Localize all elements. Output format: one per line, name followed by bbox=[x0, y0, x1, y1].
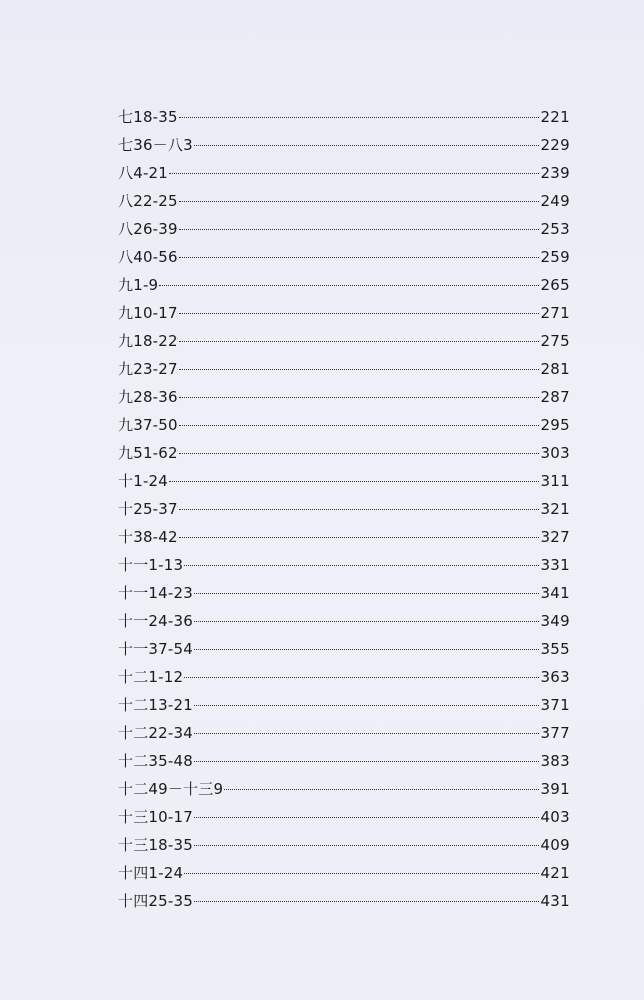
toc-entry[interactable] bbox=[118, 635, 570, 663]
toc-entry-label: 八40-56 bbox=[118, 248, 178, 266]
toc-entry-page-number: 391 bbox=[540, 780, 570, 798]
dot-leader bbox=[184, 565, 539, 566]
toc-entry-page-number: 349 bbox=[540, 612, 570, 630]
dot-leader bbox=[194, 705, 539, 706]
toc-entry-label: 九1-9 bbox=[118, 276, 159, 294]
toc-entry-label: 七18-35 bbox=[118, 108, 178, 126]
toc-entry[interactable] bbox=[118, 215, 570, 243]
toc-entry-label: 九23-27 bbox=[118, 360, 178, 378]
toc-entry-label: 十一1-13 bbox=[118, 556, 184, 574]
toc-entry[interactable] bbox=[118, 243, 570, 271]
toc-entry-label: 十25-37 bbox=[118, 500, 178, 518]
dot-leader bbox=[179, 313, 540, 314]
toc-entry-page-number: 239 bbox=[540, 164, 570, 182]
toc-entry[interactable] bbox=[118, 747, 570, 775]
toc-entry[interactable] bbox=[118, 271, 570, 299]
toc-entry-label: 十二1-12 bbox=[118, 668, 184, 686]
toc-entry-label: 十一24-36 bbox=[118, 612, 193, 630]
toc-entry-page-number: 403 bbox=[540, 808, 570, 826]
toc-entry[interactable] bbox=[118, 439, 570, 467]
toc-entry-page-number: 221 bbox=[540, 108, 570, 126]
toc-entry-page-number: 281 bbox=[540, 360, 570, 378]
toc-entry[interactable] bbox=[118, 803, 570, 831]
toc-entry-label: 十四25-35 bbox=[118, 892, 193, 910]
dot-leader bbox=[184, 677, 539, 678]
toc-entry-page-number: 341 bbox=[540, 584, 570, 602]
toc-entry[interactable] bbox=[118, 579, 570, 607]
toc-entry-label: 九10-17 bbox=[118, 304, 178, 322]
toc-entry[interactable] bbox=[118, 663, 570, 691]
toc-entry-label: 十二35-48 bbox=[118, 752, 193, 770]
toc-entry-page-number: 295 bbox=[540, 416, 570, 434]
dot-leader bbox=[194, 621, 539, 622]
dot-leader bbox=[179, 257, 540, 258]
toc-entry[interactable] bbox=[118, 691, 570, 719]
toc-entry-page-number: 275 bbox=[540, 332, 570, 350]
dot-leader bbox=[159, 285, 539, 286]
toc-entry-label: 八22-25 bbox=[118, 192, 178, 210]
dot-leader bbox=[194, 901, 539, 902]
toc-entry[interactable] bbox=[118, 131, 570, 159]
toc-entry-page-number: 271 bbox=[540, 304, 570, 322]
dot-leader bbox=[194, 845, 539, 846]
toc-entry-page-number: 265 bbox=[540, 276, 570, 294]
toc-entry[interactable] bbox=[118, 103, 570, 131]
toc-entry-label: 八26-39 bbox=[118, 220, 178, 238]
toc-entry[interactable] bbox=[118, 411, 570, 439]
toc-entry[interactable] bbox=[118, 859, 570, 887]
toc-entry[interactable] bbox=[118, 831, 570, 859]
toc-entry-label: 十四1-24 bbox=[118, 864, 184, 882]
dot-leader bbox=[179, 425, 540, 426]
toc-entry-label: 九51-62 bbox=[118, 444, 178, 462]
toc-entry-label: 九18-22 bbox=[118, 332, 178, 350]
toc-entry-page-number: 409 bbox=[540, 836, 570, 854]
toc-entry-page-number: 327 bbox=[540, 528, 570, 546]
dot-leader bbox=[179, 397, 540, 398]
dot-leader bbox=[194, 649, 539, 650]
toc-entry-label: 十三10-17 bbox=[118, 808, 193, 826]
toc-entry-page-number: 303 bbox=[540, 444, 570, 462]
dot-leader bbox=[169, 481, 539, 482]
toc-entry-page-number: 421 bbox=[540, 864, 570, 882]
dot-leader bbox=[179, 509, 540, 510]
dot-leader bbox=[224, 789, 539, 790]
toc-entry-page-number: 383 bbox=[540, 752, 570, 770]
toc-entry-label: 十二13-21 bbox=[118, 696, 193, 714]
dot-leader bbox=[169, 173, 539, 174]
toc-entry-page-number: 371 bbox=[540, 696, 570, 714]
toc-entry[interactable] bbox=[118, 775, 570, 803]
dot-leader bbox=[179, 117, 540, 118]
toc-entry-page-number: 377 bbox=[540, 724, 570, 742]
toc-entry-page-number: 253 bbox=[540, 220, 570, 238]
dot-leader bbox=[184, 873, 539, 874]
toc-entry-page-number: 229 bbox=[540, 136, 570, 154]
toc-entry-page-number: 331 bbox=[540, 556, 570, 574]
toc-entry[interactable] bbox=[118, 887, 570, 915]
toc-entry-page-number: 431 bbox=[540, 892, 570, 910]
toc-entry-label: 八4-21 bbox=[118, 164, 169, 182]
toc-entry-label: 七36－八3 bbox=[118, 136, 193, 154]
toc-entry-page-number: 287 bbox=[540, 388, 570, 406]
toc-entry[interactable] bbox=[118, 187, 570, 215]
dot-leader bbox=[179, 453, 540, 454]
toc-entry-page-number: 259 bbox=[540, 248, 570, 266]
table-of-contents bbox=[118, 103, 570, 915]
toc-entry[interactable] bbox=[118, 355, 570, 383]
dot-leader bbox=[194, 761, 539, 762]
toc-entry[interactable] bbox=[118, 383, 570, 411]
dot-leader bbox=[179, 341, 540, 342]
toc-entry-page-number: 355 bbox=[540, 640, 570, 658]
toc-entry[interactable] bbox=[118, 719, 570, 747]
toc-entry-label: 十三18-35 bbox=[118, 836, 193, 854]
toc-entry-page-number: 321 bbox=[540, 500, 570, 518]
dot-leader bbox=[194, 733, 539, 734]
toc-entry[interactable] bbox=[118, 299, 570, 327]
dot-leader bbox=[179, 229, 540, 230]
toc-entry[interactable] bbox=[118, 607, 570, 635]
toc-entry-label: 十38-42 bbox=[118, 528, 178, 546]
dot-leader bbox=[194, 145, 540, 146]
toc-entry-label: 十一37-54 bbox=[118, 640, 193, 658]
toc-entry-label: 九37-50 bbox=[118, 416, 178, 434]
toc-entry[interactable] bbox=[118, 159, 570, 187]
dot-leader bbox=[194, 593, 539, 594]
dot-leader bbox=[179, 537, 540, 538]
toc-entry[interactable] bbox=[118, 523, 570, 551]
toc-entry-page-number: 311 bbox=[540, 472, 570, 490]
toc-entry[interactable] bbox=[118, 551, 570, 579]
toc-entry-label: 十1-24 bbox=[118, 472, 169, 490]
toc-entry[interactable] bbox=[118, 467, 570, 495]
dot-leader bbox=[194, 817, 539, 818]
dot-leader bbox=[179, 369, 540, 370]
toc-entry[interactable] bbox=[118, 327, 570, 355]
toc-entry-page-number: 249 bbox=[540, 192, 570, 210]
toc-entry-label: 十二22-34 bbox=[118, 724, 193, 742]
toc-entry-label: 十一14-23 bbox=[118, 584, 193, 602]
toc-entry-label: 十二49－十三9 bbox=[118, 780, 224, 798]
dot-leader bbox=[179, 201, 540, 202]
toc-entry[interactable] bbox=[118, 495, 570, 523]
toc-entry-page-number: 363 bbox=[540, 668, 570, 686]
toc-entry-label: 九28-36 bbox=[118, 388, 178, 406]
